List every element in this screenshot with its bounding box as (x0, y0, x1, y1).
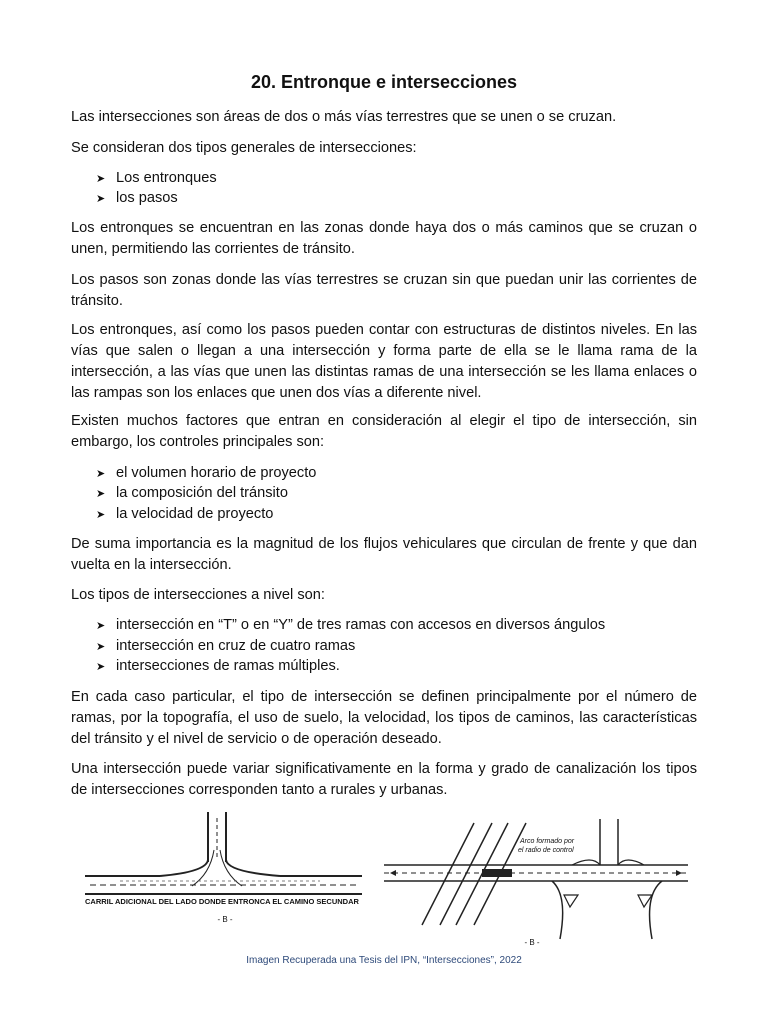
list-item: ➤ intersección en “T” o en “Y” de tres ramas con accesos en diversos ángulos (96, 615, 605, 636)
arrow-bullet-icon: ➤ (96, 468, 106, 480)
figure-left-tag: - B - (217, 915, 233, 924)
paragraph-tipos-nivel: Los tipos de intersecciones a nivel son: (71, 587, 325, 603)
paragraph-niveles: Los entronques, así como los pasos pueden contar con estructuras de distintos niveles. En las vías que salen o llegan a una intersección y forma parte de ella se le llama rama de la intersección, a las vías que unen las distintas ramas de una intersección se les llama enlaces o las rampas son los enlaces que unen dos vías a diferente nivel. (71, 322, 697, 401)
paragraph-factores: Existen muchos factores que entran en consideración al elegir el tipo de intersección, sin embargo, los controles principales son: (71, 413, 697, 450)
figure-caption: Imagen Recuperada una Tesis del IPN, “Intersecciones”, 2022 (246, 955, 522, 966)
figure-right-tag: - B - (524, 938, 540, 947)
arrow-bullet-icon: ➤ (96, 488, 106, 500)
list-item: ➤ intersecciones de ramas múltiples. (96, 656, 340, 677)
paragraph-types-intro: Se consideran dos tipos generales de intersecciones: (71, 140, 417, 156)
arrow-bullet-icon: ➤ (96, 173, 106, 185)
arrow-bullet-icon: ➤ (96, 641, 106, 653)
paragraph-canalizacion: Una intersección puede variar significativamente en la forma y grado de canalización los tipos de intersecciones corresponden tanto a rurales y urbanas. (71, 761, 697, 798)
list-item: ➤ Los entronques (96, 168, 217, 189)
paragraph-caso-particular: En cada caso particular, el tipo de intersección se definen principalmente por el número de ramas, por la topografía, el uso de suelo, la velocidad, los tipos de caminos, las características del tránsito y el nivel de servicio o de operación deseado. (71, 689, 697, 747)
figure-left-label: CARRIL ADICIONAL DEL LADO DONDE ENTRONCA EL CAMINO SECUNDAR (85, 897, 359, 906)
paragraph-definition: Las intersecciones son áreas de dos o más vías terrestres que se unen o se cruzan. (71, 109, 617, 125)
channelized-intersection-figure (382, 815, 690, 950)
paragraph-pasos: Los pasos son zonas donde las vías terrestres se cruzan sin que puedan unir las corrientes de tránsito. (71, 272, 697, 309)
arrow-bullet-icon: ➤ (96, 620, 106, 632)
figure-right-note-line1: Arco formado por (520, 838, 575, 845)
list-item: ➤ intersección en cruz de cuatro ramas (96, 636, 355, 657)
list-item: ➤ los pasos (96, 188, 178, 209)
paragraph-flujos: De suma importancia es la magnitud de los flujos vehiculares que circulan de frente y que dan vuelta en la intersección. (71, 536, 697, 573)
list-item: ➤ la velocidad de proyecto (96, 504, 273, 525)
t-intersection-figure (80, 810, 370, 930)
arrow-bullet-icon: ➤ (96, 661, 106, 673)
section-title: 20. Entronque e intersecciones (250, 72, 518, 92)
figure-right-note-line2: el radio de control (518, 847, 574, 854)
list-item: ➤ el volumen horario de proyecto (96, 463, 316, 484)
arrow-bullet-icon: ➤ (96, 193, 106, 205)
list-item: ➤ la composición del tránsito (96, 483, 288, 504)
paragraph-entronques: Los entronques se encuentran en las zonas donde haya dos o más caminos que se cruzan o unen, permitiendo las corrientes de tránsito. (71, 220, 697, 257)
arrow-bullet-icon: ➤ (96, 509, 106, 521)
